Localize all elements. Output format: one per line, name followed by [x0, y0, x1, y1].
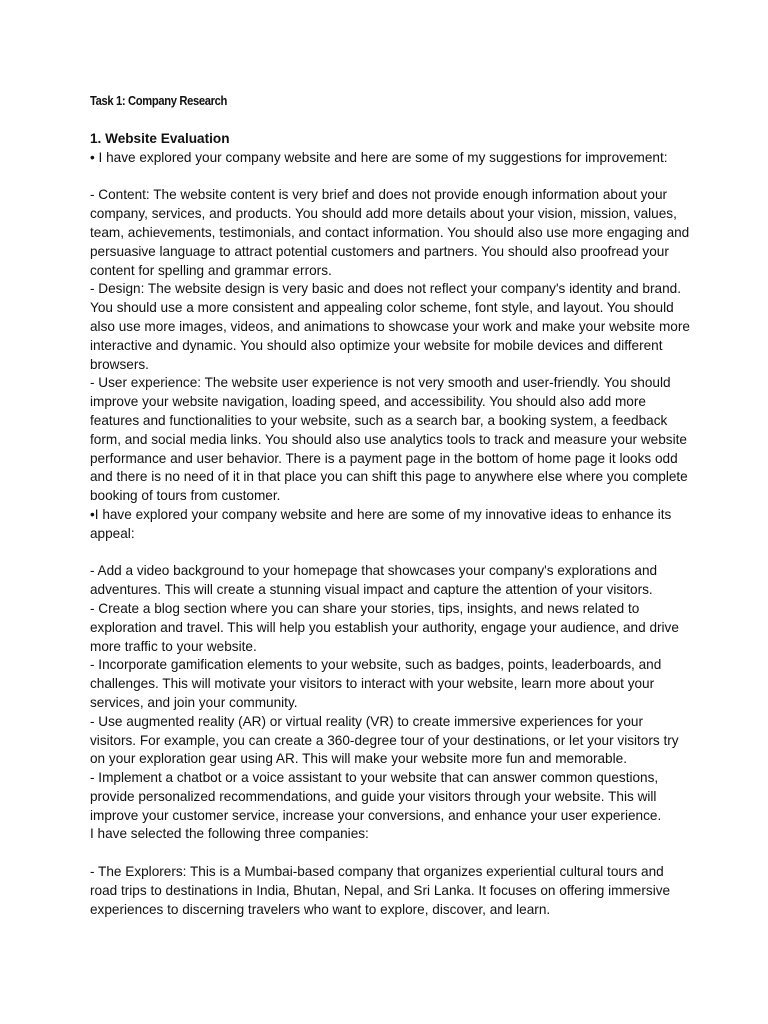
company-explorers: - The Explorers: This is a Mumbai-based company that organizes experiential cultural tours and road trips to destinations in India, Bhutan, Nepal, and Sri Lanka. It focuses on offering immersive experiences to discerning travelers who want to explore, discover, and learn. [90, 864, 671, 917]
document-body [90, 92, 690, 919]
intro-ideas: •I have explored your company website and here are some of my innovative ideas to enhance its appeal: [90, 506, 672, 541]
idea-ar-vr: - Use augmented reality (AR) or virtual reality (VR) to create immersive experiences for your visitors. For example, you can create a 360-degree tour of your destinations, or let your visitors try on your exploration gear using AR. This will make your website more fun and memorable. [90, 713, 679, 767]
intro-suggestions: • I have explored your company website and here are some of my suggestions for improvement: [90, 149, 668, 165]
spacer [90, 544, 690, 563]
user-experience-paragraph: - User experience: The website user experience is not very smooth and user-friendly. You should improve your website navigation, loading speed, and accessibility. You should also add more features and functionalities to your website, such as a search bar, a booking system, a feedback form, and social media links. You should also use analytics tools to track and measure your website performance and user behavior. There is a payment page in the bottom of home page it looks odd and there is no need of it in that place you can shift this page to anywhere else where you complete booking of tours from customer. [90, 375, 688, 504]
section-heading: 1. Website Evaluation [90, 131, 230, 146]
spacer [90, 168, 690, 187]
spacer [90, 844, 690, 863]
design-paragraph: - Design: The website design is very basic and does not reflect your company's identity and brand. You should use a more consistent and appealing color scheme, font style, and layout. You should also use more images, videos, and animations to showcase your work and make your website more interactive and dynamic. You should also optimize your website for mobile devices and different browsers. [90, 281, 690, 372]
task-title: Task 1: Company Research [90, 93, 227, 108]
companies-intro: I have selected the following three companies: [90, 826, 369, 842]
idea-blog: - Create a blog section where you can share your stories, tips, insights, and news related to exploration and travel. This will help you establish your authority, engage your audience, and drive more traffic to your website. [90, 600, 679, 654]
content-paragraph: - Content: The website content is very brief and does not provide enough information about your company, services, and products. You should add more details about your vision, mission, values, team, achievements, testimonials, and contact information. You should also use more engaging and persuasive language to attract potential customers and partners. You should also proofread your content for spelling and grammar errors. [90, 187, 690, 278]
idea-video: - Add a video background to your homepage that showcases your company's explorations and adventures. This will create a stunning visual impact and capture the attention of your visitors. [90, 563, 658, 598]
idea-chatbot: - Implement a chatbot or a voice assistant to your website that can answer common questions, provide personalized recommendations, and guide your visitors through your website. This will improve your customer service, increase your conversions, and enhance your user experience. [90, 770, 662, 823]
idea-gamification: - Incorporate gamification elements to your website, such as badges, points, leaderboards, and challenges. This will motivate your visitors to interact with your website, learn more about your services, and join your community. [90, 657, 662, 710]
